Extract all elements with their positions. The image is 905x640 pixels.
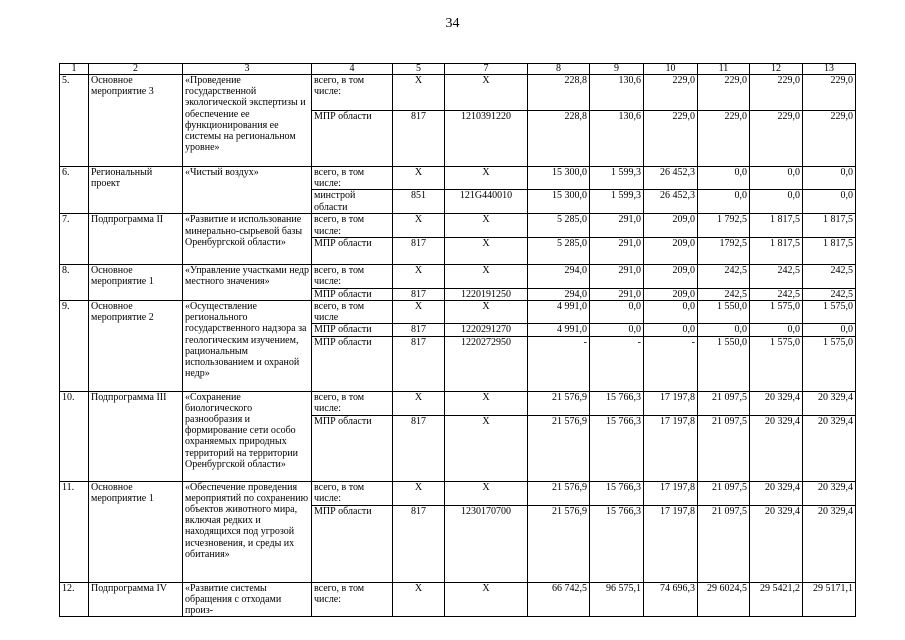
budget-code: X — [445, 481, 528, 505]
department-code: X — [393, 264, 445, 288]
amount-c10: 17 197,8 — [644, 505, 698, 582]
amount-c13: 1 575,0 — [803, 336, 856, 391]
department-code: X — [393, 214, 445, 237]
funding-source: всего, в том числе: — [312, 481, 393, 505]
table-row — [60, 264, 856, 288]
amount-c13: 20 329,4 — [803, 415, 856, 481]
column-header: 3 — [183, 64, 312, 75]
amount-c12: 20 329,4 — [750, 415, 803, 481]
amount-c8: 5 285,0 — [528, 214, 590, 237]
amount-c8: 228,8 — [528, 111, 590, 167]
amount-c9: 15 766,3 — [590, 391, 644, 415]
row-number: 5. — [60, 75, 89, 167]
funding-source: МПР области — [312, 324, 393, 336]
department-code: X — [393, 75, 445, 111]
row-number: 12. — [60, 582, 89, 617]
amount-c9: 291,0 — [590, 237, 644, 264]
budget-code: X — [445, 237, 528, 264]
funding-source: минстрой области — [312, 190, 393, 214]
department-code: X — [393, 481, 445, 505]
amount-c10: 17 197,8 — [644, 415, 698, 481]
amount-c9: 15 766,3 — [590, 415, 644, 481]
program-description: «Обеспечение проведения мероприятий по сохранению объектов животного мира, включая редких и находящихся под угрозой исчезновения, и среды их обитания» — [183, 481, 312, 582]
budget-table — [59, 63, 856, 617]
amount-c11: 21 097,5 — [698, 505, 750, 582]
amount-c11: 242,5 — [698, 288, 750, 300]
funding-source: всего, в том числе — [312, 301, 393, 324]
amount-c10: 26 452,3 — [644, 167, 698, 190]
table-body — [60, 75, 856, 617]
program-description: «Чистый воздух» — [183, 167, 312, 214]
amount-c13: 229,0 — [803, 111, 856, 167]
amount-c9: 96 575,1 — [590, 582, 644, 617]
department-code: X — [393, 391, 445, 415]
amount-c12: 20 329,4 — [750, 505, 803, 582]
budget-code: X — [445, 415, 528, 481]
amount-c10: 209,0 — [644, 288, 698, 300]
department-code: 817 — [393, 336, 445, 391]
amount-c13: 1 817,5 — [803, 237, 856, 264]
amount-c10: 0,0 — [644, 324, 698, 336]
column-header: 5 — [393, 64, 445, 75]
program-name: Подпрограмма II — [89, 214, 183, 264]
amount-c12: 20 329,4 — [750, 391, 803, 415]
column-header: 10 — [644, 64, 698, 75]
amount-c10: 17 197,8 — [644, 391, 698, 415]
amount-c12: 1 817,5 — [750, 214, 803, 237]
amount-c12: 242,5 — [750, 264, 803, 288]
table-row — [60, 301, 856, 324]
amount-c13: 242,5 — [803, 264, 856, 288]
funding-source: МПР области — [312, 288, 393, 300]
budget-code: X — [445, 301, 528, 324]
amount-c8: 228,8 — [528, 75, 590, 111]
program-name: Основное мероприятие 1 — [89, 264, 183, 300]
amount-c9: 15 766,3 — [590, 505, 644, 582]
budget-code: X — [445, 391, 528, 415]
program-description: «Развитие и использование минерально-сырьевой базы Оренбургской области» — [183, 214, 312, 264]
amount-c8: 15 300,0 — [528, 167, 590, 190]
amount-c12: 0,0 — [750, 190, 803, 214]
amount-c12: 229,0 — [750, 111, 803, 167]
department-code: 817 — [393, 415, 445, 481]
amount-c12: 229,0 — [750, 75, 803, 111]
amount-c10: 209,0 — [644, 214, 698, 237]
amount-c12: 1 817,5 — [750, 237, 803, 264]
column-header: 2 — [89, 64, 183, 75]
row-number: 9. — [60, 301, 89, 392]
amount-c9: 0,0 — [590, 324, 644, 336]
amount-c11: 0,0 — [698, 324, 750, 336]
amount-c12: 29 5421,2 — [750, 582, 803, 617]
amount-c8: 294,0 — [528, 264, 590, 288]
amount-c11: 1 550,0 — [698, 336, 750, 391]
amount-c10: 229,0 — [644, 75, 698, 111]
amount-c12: 1 575,0 — [750, 336, 803, 391]
department-code: 817 — [393, 324, 445, 336]
amount-c9: 291,0 — [590, 264, 644, 288]
budget-code: 1220291270 — [445, 324, 528, 336]
amount-c13: 242,5 — [803, 288, 856, 300]
amount-c13: 0,0 — [803, 167, 856, 190]
amount-c9: 291,0 — [590, 214, 644, 237]
funding-source: МПР области — [312, 336, 393, 391]
amount-c8: 294,0 — [528, 288, 590, 300]
amount-c13: 20 329,4 — [803, 505, 856, 582]
table-row — [60, 481, 856, 505]
page-number: 34 — [445, 16, 460, 31]
department-code: 851 — [393, 190, 445, 214]
table-header — [60, 64, 856, 75]
program-description: «Осуществление регионального государственного надзора за геологическим изучением, рациональным использованием и охраной недр» — [183, 301, 312, 392]
amount-c11: 0,0 — [698, 167, 750, 190]
department-code: X — [393, 582, 445, 617]
funding-source: всего, в том числе: — [312, 582, 393, 617]
amount-c11: 229,0 — [698, 111, 750, 167]
amount-c8: 5 285,0 — [528, 237, 590, 264]
amount-c12: 0,0 — [750, 324, 803, 336]
column-header: 7 — [445, 64, 528, 75]
column-header: 1 — [60, 64, 89, 75]
amount-c11: 0,0 — [698, 190, 750, 214]
amount-c9: 130,6 — [590, 75, 644, 111]
budget-code: 121G440010 — [445, 190, 528, 214]
amount-c11: 21 097,5 — [698, 415, 750, 481]
amount-c10: - — [644, 336, 698, 391]
department-code: 817 — [393, 288, 445, 300]
department-code: 817 — [393, 505, 445, 582]
program-name: Основное мероприятие 1 — [89, 481, 183, 582]
amount-c10: 209,0 — [644, 237, 698, 264]
budget-code: 1220191250 — [445, 288, 528, 300]
amount-c11: 1 550,0 — [698, 301, 750, 324]
table-row — [60, 214, 856, 237]
budget-code: X — [445, 167, 528, 190]
amount-c10: 26 452,3 — [644, 190, 698, 214]
funding-source: всего, в том числе: — [312, 264, 393, 288]
amount-c13: 20 329,4 — [803, 391, 856, 415]
table-row — [60, 75, 856, 111]
amount-c12: 1 575,0 — [750, 301, 803, 324]
amount-c9: 130,6 — [590, 111, 644, 167]
funding-source: всего, в том числе: — [312, 167, 393, 190]
row-number: 7. — [60, 214, 89, 264]
amount-c13: 229,0 — [803, 75, 856, 111]
amount-c13: 1 817,5 — [803, 214, 856, 237]
amount-c9: - — [590, 336, 644, 391]
amount-c11: 21 097,5 — [698, 391, 750, 415]
amount-c10: 17 197,8 — [644, 481, 698, 505]
amount-c11: 21 097,5 — [698, 481, 750, 505]
program-description: «Сохранение биологического разнообразия и формирование сети особо охраняемых природных территорий на территории Оренбургской области» — [183, 391, 312, 481]
department-code: X — [393, 301, 445, 324]
amount-c9: 1 599,3 — [590, 167, 644, 190]
program-name: Основное мероприятие 3 — [89, 75, 183, 167]
budget-code: X — [445, 214, 528, 237]
amount-c8: 4 991,0 — [528, 324, 590, 336]
budget-code: 1220272950 — [445, 336, 528, 391]
amount-c10: 229,0 — [644, 111, 698, 167]
column-header: 13 — [803, 64, 856, 75]
amount-c9: 291,0 — [590, 288, 644, 300]
budget-code: 1210391220 — [445, 111, 528, 167]
department-code: 817 — [393, 237, 445, 264]
amount-c13: 1 575,0 — [803, 301, 856, 324]
funding-source: всего, в том числе: — [312, 391, 393, 415]
amount-c9: 1 599,3 — [590, 190, 644, 214]
header-row — [60, 64, 856, 75]
amount-c8: 21 576,9 — [528, 505, 590, 582]
program-name: Региональный проект — [89, 167, 183, 214]
amount-c13: 29 5171,1 — [803, 582, 856, 617]
table-row — [60, 167, 856, 190]
amount-c11: 1792,5 — [698, 237, 750, 264]
row-number: 11. — [60, 481, 89, 582]
amount-c8: - — [528, 336, 590, 391]
amount-c11: 229,0 — [698, 75, 750, 111]
column-header: 8 — [528, 64, 590, 75]
amount-c12: 0,0 — [750, 167, 803, 190]
row-number: 10. — [60, 391, 89, 481]
funding-source: всего, в том числе: — [312, 214, 393, 237]
row-number: 6. — [60, 167, 89, 214]
budget-code: X — [445, 264, 528, 288]
program-description: «Развитие системы обращения с отходами произ- — [183, 582, 312, 617]
amount-c8: 21 576,9 — [528, 391, 590, 415]
budget-code: X — [445, 582, 528, 617]
department-code: 817 — [393, 111, 445, 167]
program-name: Подпрограмма IV — [89, 582, 183, 617]
amount-c8: 21 576,9 — [528, 415, 590, 481]
amount-c12: 242,5 — [750, 288, 803, 300]
column-header: 9 — [590, 64, 644, 75]
table-row — [60, 582, 856, 617]
amount-c13: 20 329,4 — [803, 481, 856, 505]
funding-source: МПР области — [312, 505, 393, 582]
amount-c13: 0,0 — [803, 190, 856, 214]
amount-c9: 15 766,3 — [590, 481, 644, 505]
amount-c11: 29 6024,5 — [698, 582, 750, 617]
column-header: 11 — [698, 64, 750, 75]
budget-code: X — [445, 75, 528, 111]
budget-code: 1230170700 — [445, 505, 528, 582]
amount-c10: 74 696,3 — [644, 582, 698, 617]
row-number: 8. — [60, 264, 89, 300]
funding-source: МПР области — [312, 237, 393, 264]
amount-c12: 20 329,4 — [750, 481, 803, 505]
funding-source: всего, в том числе: — [312, 75, 393, 111]
column-header: 12 — [750, 64, 803, 75]
program-name: Основное мероприятие 2 — [89, 301, 183, 392]
program-description: «Управление участками недр местного значения» — [183, 264, 312, 300]
amount-c8: 66 742,5 — [528, 582, 590, 617]
program-name: Подпрограмма III — [89, 391, 183, 481]
program-description: «Проведение государственной экологической экспертизы и обеспечение ее функционирования ее системы на региональном уровне» — [183, 75, 312, 167]
amount-c11: 242,5 — [698, 264, 750, 288]
column-header: 4 — [312, 64, 393, 75]
amount-c10: 0,0 — [644, 301, 698, 324]
amount-c8: 15 300,0 — [528, 190, 590, 214]
funding-source: МПР области — [312, 415, 393, 481]
amount-c9: 0,0 — [590, 301, 644, 324]
amount-c11: 1 792,5 — [698, 214, 750, 237]
amount-c8: 4 991,0 — [528, 301, 590, 324]
department-code: X — [393, 167, 445, 190]
amount-c8: 21 576,9 — [528, 481, 590, 505]
amount-c10: 209,0 — [644, 264, 698, 288]
funding-source: МПР области — [312, 111, 393, 167]
table-row — [60, 391, 856, 415]
amount-c13: 0,0 — [803, 324, 856, 336]
